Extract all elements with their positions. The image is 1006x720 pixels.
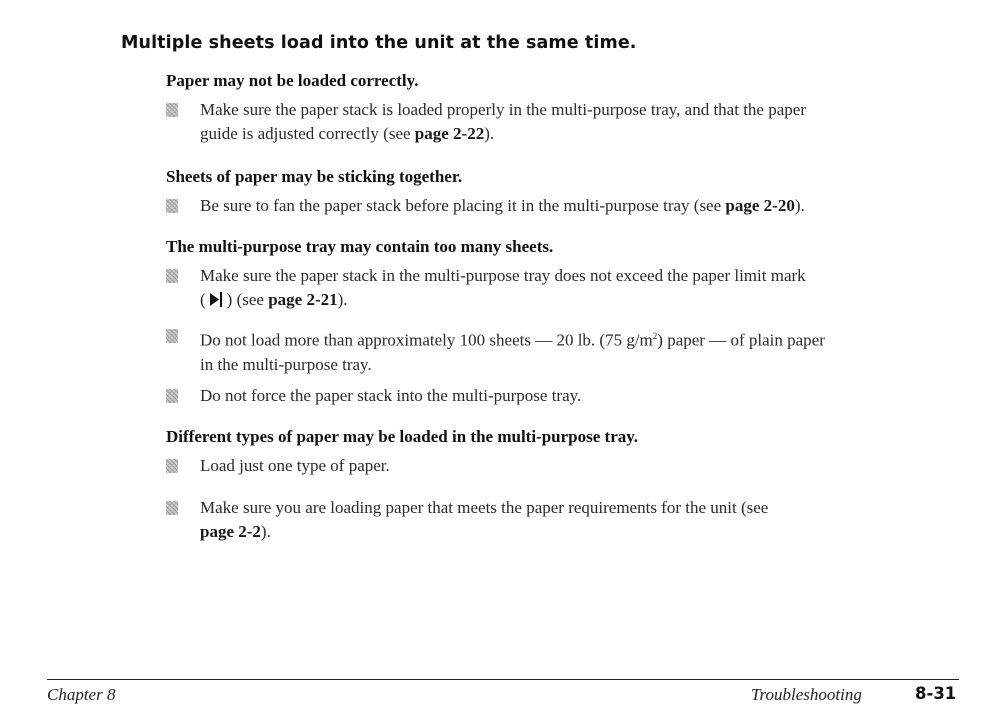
paper-limit-mark-icon: [209, 290, 223, 314]
item-line: ).: [260, 522, 271, 541]
page-reference-link[interactable]: page 2-21: [268, 290, 338, 309]
page-reference-link[interactable]: page 2-2: [200, 522, 261, 541]
item-line: Be sure to fan the paper stack before placing it in the multi-purpose tray (see: [200, 196, 726, 215]
bullet-icon: [166, 103, 178, 117]
page-number: 8-31: [915, 684, 957, 703]
page-reference-link[interactable]: page 2-22: [414, 124, 485, 143]
item-text: [200, 496, 956, 544]
item-line: in the multi-purpose tray.: [200, 354, 372, 374]
bullet-icon: [166, 269, 178, 283]
footer-section: Troubleshooting: [751, 685, 862, 704]
list-item: [166, 264, 956, 314]
item-line: Do not load more than approximately 100 sheets — 20 lb. (75 g/m: [200, 330, 653, 350]
bullet-icon: [166, 459, 178, 473]
list-item: [166, 194, 956, 218]
list-item: [166, 324, 956, 377]
cause-title: The multi-purpose tray may contain too many sheets.: [166, 237, 554, 256]
list-item: [166, 454, 956, 478]
item-line: guide is adjusted correctly (see: [200, 124, 415, 143]
item-text: [200, 264, 956, 314]
bullet-icon: [166, 389, 178, 403]
footer-chapter: Chapter 8: [47, 685, 116, 704]
cause-title: Sheets of paper may be sticking together.: [166, 167, 463, 186]
item-text: Load just one type of paper.: [200, 456, 390, 475]
item-line: ).: [794, 196, 805, 215]
page-heading: Multiple sheets load into the unit at the same time.: [121, 33, 637, 53]
item-line: Make sure the paper stack is loaded properly in the multi-purpose tray, and that the paper: [200, 100, 806, 119]
item-line: ) (see: [226, 290, 269, 309]
item-line: ).: [337, 290, 348, 309]
item-text: [200, 194, 956, 218]
item-line: (: [200, 290, 206, 309]
superscript: 2: [652, 331, 658, 341]
item-line: ) paper — of plain paper: [657, 330, 825, 350]
bullet-icon: [166, 199, 178, 213]
list-item: [166, 384, 956, 408]
item-text: [200, 98, 956, 146]
bullet-icon: [166, 329, 178, 343]
item-text: [200, 324, 956, 377]
cause-title: Paper may not be loaded correctly.: [166, 71, 419, 90]
footer-rule: [47, 679, 959, 680]
bullet-icon: [166, 501, 178, 515]
item-line: Make sure you are loading paper that meets the paper requirements for the unit (see: [200, 498, 769, 517]
item-line: ).: [484, 124, 495, 143]
cause-title: Different types of paper may be loaded in the multi-purpose tray.: [166, 427, 639, 446]
list-item: [166, 98, 956, 146]
item-text: Do not force the paper stack into the multi-purpose tray.: [200, 386, 582, 405]
page-reference-link[interactable]: page 2-20: [725, 196, 795, 215]
item-line: Make sure the paper stack in the multi-purpose tray does not exceed the paper limit mark: [200, 266, 806, 285]
list-item: [166, 496, 956, 544]
